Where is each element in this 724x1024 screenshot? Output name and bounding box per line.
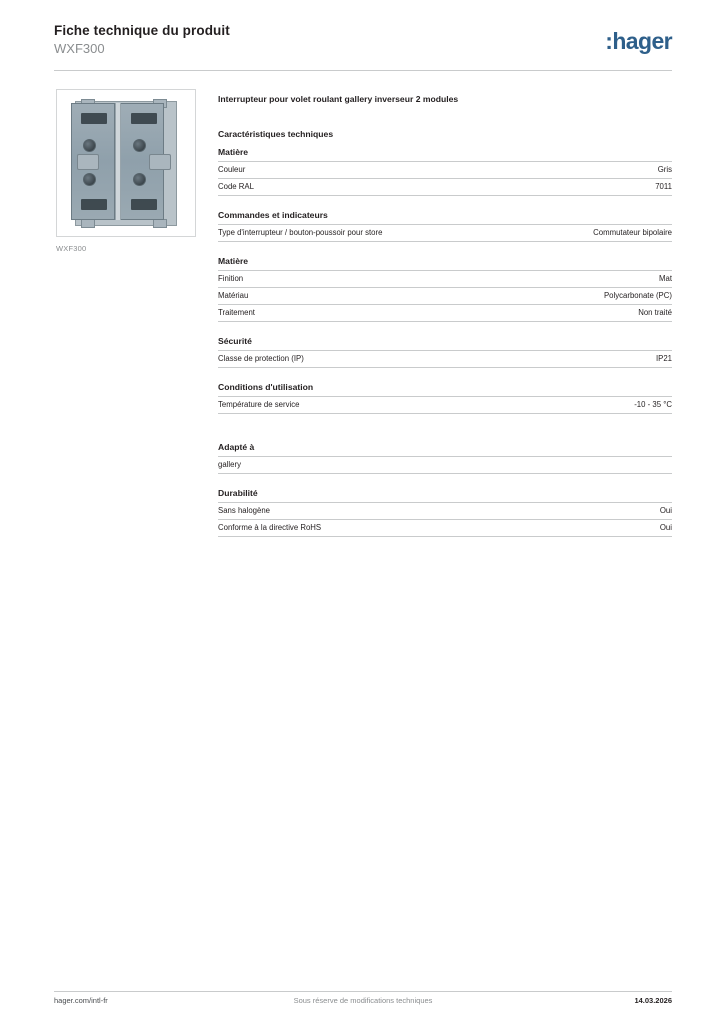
product-image xyxy=(56,89,196,237)
spec-value: Gris xyxy=(657,165,672,174)
table-row xyxy=(218,520,672,537)
document-header xyxy=(54,22,672,68)
spec-label: Classe de protection (IP) xyxy=(218,354,304,363)
product-figure xyxy=(56,89,196,253)
section-spacer xyxy=(218,414,672,428)
spec-label: Couleur xyxy=(218,165,246,174)
product-image-caption: WXF300 xyxy=(56,244,87,253)
spec-value: Non traité xyxy=(638,308,672,317)
terminal-top-left xyxy=(81,113,107,124)
screw-right-upper xyxy=(133,139,146,152)
spec-label: Conforme à la directive RoHS xyxy=(218,523,322,532)
spec-value: Mat xyxy=(659,274,672,283)
hager-logo xyxy=(605,28,672,54)
group-title-matiere-2: Matière xyxy=(218,256,249,266)
group-title-commandes: Commandes et indicateurs xyxy=(218,210,328,220)
terminal-bottom-left xyxy=(81,199,107,210)
spec-label: Finition xyxy=(218,274,244,283)
group-title-conditions: Conditions d'utilisation xyxy=(218,382,314,392)
footer-website-link[interactable]: hager.com/intl-fr xyxy=(54,996,108,1005)
spec-table-conditions xyxy=(218,396,672,414)
terminal-top-right xyxy=(131,113,157,124)
screw-left-lower xyxy=(83,173,96,186)
footer-date: 14.03.2026 xyxy=(634,996,672,1005)
spec-label: Matériau xyxy=(218,291,249,300)
spec-table-durabilite xyxy=(218,502,672,537)
table-row xyxy=(218,397,672,414)
table-row xyxy=(218,162,672,179)
group-title-securite: Sécurité xyxy=(218,336,252,346)
screw-right-lower xyxy=(133,173,146,186)
spec-table-adapte-a xyxy=(218,456,672,474)
spec-section-title: Caractéristiques techniques xyxy=(218,129,334,139)
footer-divider xyxy=(54,991,672,992)
spec-label: Sans halogène xyxy=(218,506,271,515)
spec-label: gallery xyxy=(218,460,241,469)
table-row xyxy=(218,179,672,196)
table-row xyxy=(218,225,672,242)
spec-value: Oui xyxy=(659,506,672,515)
spec-table-matiere-2 xyxy=(218,270,672,322)
group-title-durabilite: Durabilité xyxy=(218,488,258,498)
screw-left-upper xyxy=(83,139,96,152)
claw-left xyxy=(77,154,99,170)
logo-text: hager xyxy=(612,28,672,54)
table-row xyxy=(218,305,672,322)
header-divider xyxy=(54,70,672,71)
spec-label: Type d'interrupteur / bouton-poussoir pour store xyxy=(218,228,383,237)
product-illustration xyxy=(67,99,185,228)
logo-colon-mark: : xyxy=(605,28,613,54)
spec-value: 7011 xyxy=(655,182,672,191)
spec-value: Commutateur bipolaire xyxy=(593,228,672,237)
table-row xyxy=(218,271,672,288)
terminal-bottom-right xyxy=(131,199,157,210)
device-tab-bottom-left xyxy=(81,219,95,228)
spec-value: Oui xyxy=(659,523,672,532)
group-title-matiere-1: Matière xyxy=(218,147,249,157)
spec-label: Traitement xyxy=(218,308,255,317)
product-reference: WXF300 xyxy=(54,41,105,56)
group-title-adapte-a: Adapté à xyxy=(218,442,255,452)
document-footer xyxy=(54,996,672,1010)
spec-value: -10 - 35 °C xyxy=(634,400,672,409)
device-center-strip xyxy=(115,103,121,220)
spec-content xyxy=(218,93,672,537)
spec-value: IP21 xyxy=(655,354,672,363)
page-title: Fiche technique du produit xyxy=(54,23,230,38)
spec-table-securite xyxy=(218,350,672,368)
spec-value: Polycarbonate (PC) xyxy=(603,291,672,300)
spec-label: Code RAL xyxy=(218,182,254,191)
claw-right xyxy=(149,154,171,170)
footer-disclaimer: Sous réserve de modifications techniques xyxy=(293,996,433,1005)
table-row xyxy=(218,351,672,368)
table-row xyxy=(218,288,672,305)
device-tab-bottom-right xyxy=(153,219,167,228)
spec-table-commandes xyxy=(218,224,672,242)
spec-table-matiere-1 xyxy=(218,161,672,196)
table-row xyxy=(218,457,672,474)
product-name: Interrupteur pour volet roulant gallery inverseur 2 modules xyxy=(218,94,459,104)
table-row xyxy=(218,503,672,520)
spec-label: Température de service xyxy=(218,400,300,409)
